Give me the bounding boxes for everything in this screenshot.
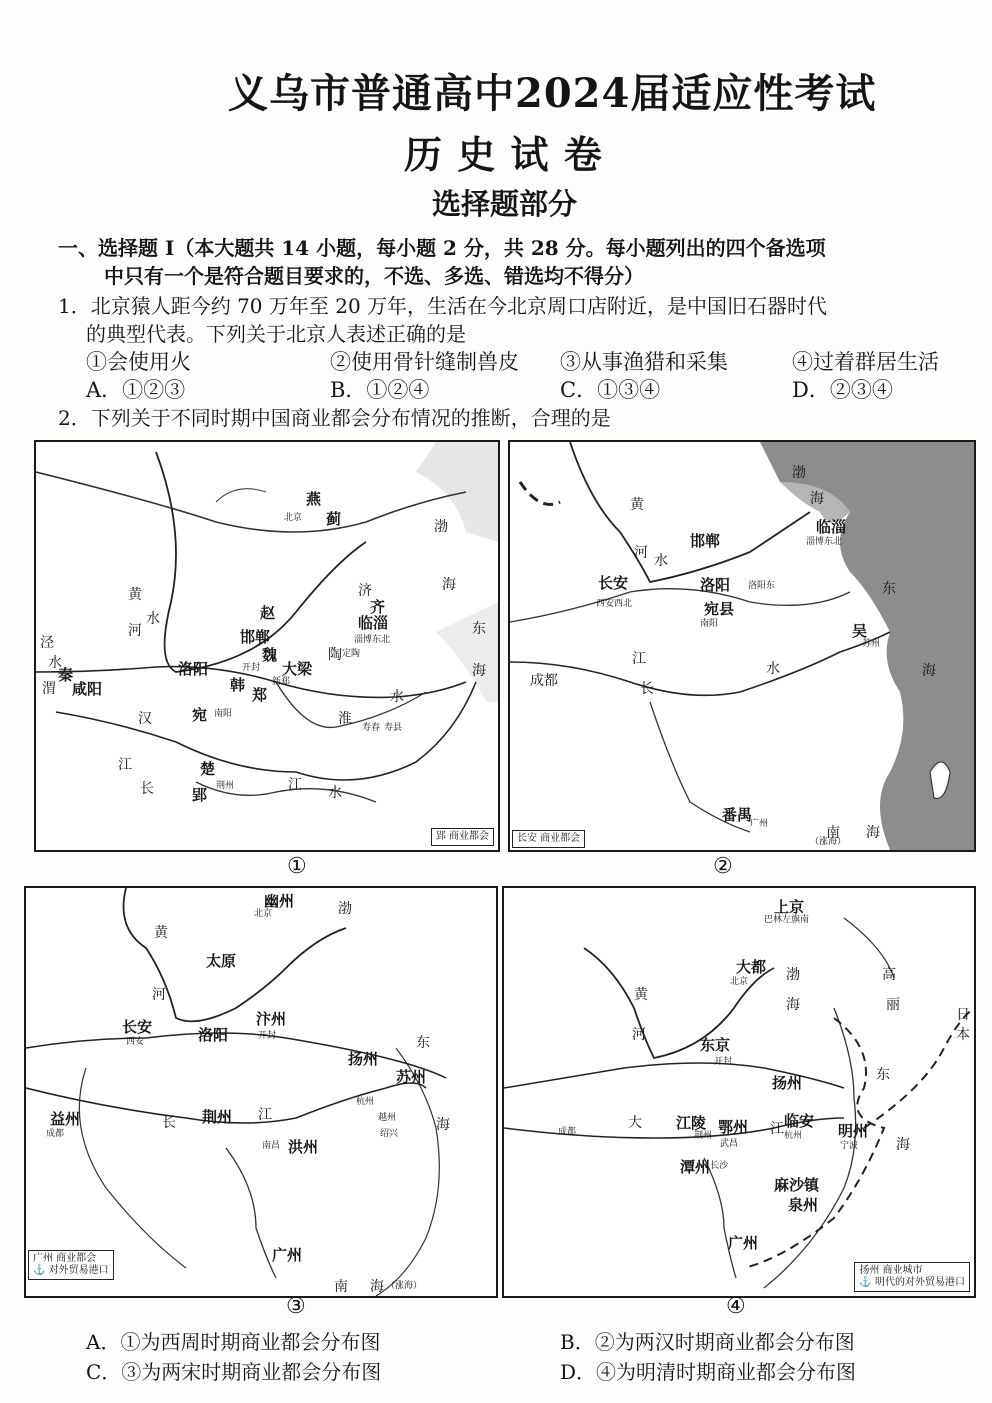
- q1-option-d[interactable]: D．②③④: [792, 378, 893, 402]
- q1-stem-line-2: 的典型代表。下列关于北京人表述正确的是: [86, 322, 466, 346]
- map1-label: 陶: [328, 647, 342, 663]
- map3-label: 越州: [378, 1113, 397, 1123]
- map3-label: 东: [416, 1035, 430, 1051]
- map4-label: 渤: [786, 967, 800, 983]
- map3-label: 渤: [338, 901, 352, 917]
- map1-label: 郑: [252, 686, 268, 704]
- map3-label: 幽州: [264, 892, 295, 910]
- map1-label: 寿春: [362, 723, 381, 733]
- map2-label: 长: [640, 681, 654, 697]
- map-4-song: [502, 886, 976, 1298]
- map-4-legend-city: 扬州 商业城市: [859, 1265, 923, 1276]
- map-2-geography: [510, 442, 974, 850]
- map2-label: 洛阳: [700, 576, 731, 594]
- map4-label: 麻沙镇: [774, 1176, 820, 1194]
- map2-label: 南阳: [700, 619, 719, 629]
- map3-label: 广州: [272, 1246, 303, 1264]
- map2-label: 水: [654, 553, 668, 569]
- map4-label: 临安: [784, 1112, 815, 1130]
- map-3-legend-port-label: 对外贸易港口: [48, 1265, 109, 1276]
- map3-label: 洛阳: [198, 1026, 229, 1044]
- map4-label: 明州: [838, 1122, 869, 1140]
- map4-label: 本: [956, 1027, 970, 1043]
- map4-label: 广州: [728, 1234, 759, 1252]
- map4-label: 杭州: [784, 1131, 803, 1141]
- map3-label: （涨海）: [386, 1281, 423, 1291]
- map1-label: 燕: [306, 490, 322, 508]
- q2-option-a[interactable]: A．①为西周时期商业都会分布图: [86, 1330, 381, 1354]
- map3-label: 长: [162, 1115, 176, 1131]
- q1-option-b[interactable]: B．①②④: [330, 378, 430, 402]
- map3-label: 荆州: [202, 1108, 233, 1126]
- map2-label: 渤: [792, 465, 806, 481]
- map1-label: 大梁: [282, 660, 313, 678]
- map2-label: 水: [766, 661, 780, 677]
- map3-label: 益州: [50, 1110, 81, 1128]
- map4-label: 大: [628, 1115, 642, 1131]
- map-4-legend-port: [859, 1277, 965, 1289]
- map4-label: 日: [956, 1007, 970, 1023]
- map1-label: 魏: [262, 646, 278, 664]
- map4-label: 宁波: [840, 1141, 859, 1151]
- map-3-legend-port: [33, 1265, 109, 1277]
- map1-label: 赵: [260, 604, 276, 622]
- map4-label: 海: [896, 1137, 910, 1153]
- map1-label: 长: [140, 781, 154, 797]
- map3-label: 南: [334, 1279, 348, 1295]
- map3-label: 扬州: [348, 1050, 379, 1068]
- map4-label: 北京: [730, 977, 749, 987]
- map-2-legend: 长安 商业都会: [512, 830, 585, 848]
- map2-label: 黄: [630, 497, 644, 513]
- map1-label: 洛阳: [178, 660, 209, 678]
- map-2-number: ②: [713, 854, 733, 879]
- map1-label: 汉: [138, 711, 152, 727]
- map-3-geography: [26, 888, 496, 1296]
- map2-label: 西安西北: [596, 599, 633, 609]
- map2-label: 洛阳东: [748, 581, 776, 591]
- map1-label: 定陶: [342, 649, 361, 659]
- instruction-line-2: 中只有一个是符合题目要求的，不选、多选、错选均不得分）: [104, 264, 644, 288]
- map2-label: 广州: [750, 819, 769, 829]
- map1-label: 水: [328, 785, 342, 801]
- map1-label: 水: [390, 689, 404, 705]
- map1-label: 蓟: [326, 510, 342, 528]
- map1-label: 泾: [40, 635, 54, 651]
- map4-label: 开封: [714, 1057, 733, 1067]
- map1-label: 新郑: [272, 677, 291, 687]
- map1-label: 临淄: [358, 614, 389, 632]
- q1-item-2: ②使用骨针缝制兽皮: [330, 350, 519, 374]
- map2-label: 海: [922, 663, 936, 679]
- q1-item-1: ①会使用火: [86, 350, 191, 374]
- map1-label: 寿县: [384, 723, 403, 733]
- q2-option-b[interactable]: B．②为两汉时期商业都会分布图: [560, 1330, 855, 1354]
- paper-subtitle: 历 史 试 卷: [404, 132, 603, 177]
- map1-label: 北京: [284, 513, 303, 523]
- map2-label: 吴: [852, 622, 868, 640]
- map4-label: 巴林左旗南: [764, 915, 810, 925]
- map3-label: 苏州: [396, 1068, 427, 1086]
- map4-label: 武昌: [720, 1139, 739, 1149]
- map1-label: 咸阳: [72, 680, 103, 698]
- map-4-number: ④: [726, 1294, 746, 1319]
- map3-label: 黄: [154, 925, 168, 941]
- map4-label: 上京: [774, 898, 805, 916]
- map3-label: 长安: [122, 1018, 153, 1036]
- map1-label: 淄博东北: [354, 635, 391, 645]
- map3-label: 开封: [258, 1031, 277, 1041]
- map2-label: 江: [632, 651, 646, 667]
- map1-label: 东: [472, 621, 486, 637]
- map4-label: 大都: [736, 958, 767, 976]
- map1-label: 秦: [58, 666, 74, 684]
- map3-label: 海: [370, 1279, 384, 1295]
- q1-stem-line-1: 1．北京猿人距今约 70 万年至 20 万年，生活在今北京周口店附近，是中国旧石器时代: [58, 294, 828, 318]
- q1-option-c[interactable]: C．①③④: [560, 378, 661, 402]
- map1-label: 江: [288, 777, 302, 793]
- map2-label: 南: [826, 825, 840, 841]
- map4-label: 荆州: [694, 1131, 713, 1141]
- map1-label: 海: [442, 577, 456, 593]
- map2-label: 邯郸: [690, 532, 721, 550]
- map3-label: 北京: [254, 909, 273, 919]
- map4-label: 高: [882, 967, 896, 983]
- map4-label: 江陵: [676, 1114, 707, 1132]
- map2-label: 海: [810, 491, 824, 507]
- map2-label: 淄博东北: [806, 537, 843, 547]
- map4-label: 江: [770, 1121, 784, 1137]
- section-heading: 选择题部分: [432, 187, 578, 221]
- map1-label: 宛: [192, 706, 208, 724]
- map2-label: 海: [866, 825, 880, 841]
- map1-label: 开封: [242, 663, 261, 673]
- map-3-legend: [28, 1250, 114, 1280]
- map2-label: 长安: [598, 574, 629, 592]
- map4-label: 长沙: [710, 1161, 729, 1171]
- map1-label: 郢: [192, 786, 208, 804]
- map1-label: 河: [128, 623, 142, 639]
- map4-label: 鄂州: [718, 1118, 749, 1136]
- map3-label: 南昌: [262, 1141, 281, 1151]
- map1-label: 淮: [338, 711, 352, 727]
- map3-label: 海: [436, 1117, 450, 1133]
- map-3-legend-city: 广州 商业都会: [33, 1253, 97, 1264]
- map1-label: 济: [358, 583, 372, 599]
- q2-option-c[interactable]: C．③为两宋时期商业都会分布图: [86, 1360, 382, 1384]
- map1-label: 江: [118, 757, 132, 773]
- map1-label: 齐: [370, 598, 386, 616]
- map1-label: 渤: [434, 519, 448, 535]
- map1-label: 黄: [128, 587, 142, 603]
- map1-label: 韩: [230, 676, 246, 694]
- map3-label: 江: [258, 1107, 272, 1123]
- map3-label: 汴州: [256, 1010, 287, 1028]
- map4-label: 丽: [886, 997, 900, 1013]
- map-2-han: [508, 440, 976, 852]
- map1-label: 渭: [42, 681, 56, 697]
- map-1-legend: 郢 商业都会: [431, 828, 494, 846]
- map4-label: 海: [786, 997, 800, 1013]
- map-3-number: ③: [286, 1294, 306, 1319]
- map2-label: 河: [634, 545, 648, 561]
- map1-label: 荆州: [216, 781, 235, 791]
- map2-label: 临淄: [816, 518, 847, 536]
- q2-option-d[interactable]: D．④为明清时期商业都会分布图: [560, 1360, 857, 1384]
- map1-label: 水: [48, 655, 62, 671]
- map3-label: 太原: [206, 952, 237, 970]
- map4-label: 扬州: [772, 1074, 803, 1092]
- map3-label: 成都: [46, 1129, 65, 1139]
- map2-label: 东: [882, 581, 896, 597]
- instruction-line-1: 一、选择题 I（本大题共 14 小题，每小题 2 分，共 28 分。每小题列出的四个备选项: [58, 236, 826, 260]
- map3-label: 绍兴: [380, 1129, 399, 1139]
- q1-option-a[interactable]: A．①②③: [86, 378, 186, 402]
- map-1-zhou: [34, 440, 500, 852]
- map-4-legend-port-label: 明代的对外贸易港口: [875, 1277, 965, 1288]
- map4-label: 黄: [634, 987, 648, 1003]
- map2-label: 番禺: [722, 806, 753, 824]
- map4-label: 潭州: [680, 1158, 711, 1176]
- anchor-icon: ⚓: [859, 1277, 872, 1288]
- map4-label: 东京: [700, 1036, 731, 1054]
- map-3-tang: [24, 886, 498, 1298]
- map3-label: 杭州: [356, 1097, 375, 1107]
- map1-label: 楚: [200, 760, 216, 778]
- map1-label: 海: [472, 663, 486, 679]
- map1-label: 邯郸: [240, 628, 271, 646]
- map4-label: 东: [876, 1067, 890, 1083]
- map2-label: 成都: [530, 673, 558, 689]
- map-4-legend: [854, 1262, 970, 1292]
- map3-label: 洪州: [288, 1138, 319, 1156]
- map1-label: 南阳: [214, 709, 233, 719]
- q1-item-3: ③从事渔猎和采集: [560, 350, 728, 374]
- exam-title: 义乌市普通高中2024届适应性考试: [228, 70, 877, 117]
- map4-label: 河: [632, 1027, 646, 1043]
- map3-label: 西安: [126, 1037, 145, 1047]
- map2-label: 苏州: [862, 639, 881, 649]
- q1-item-4: ④过着群居生活: [792, 350, 939, 374]
- q2-stem: 2．下列关于不同时期中国商业都会分布情况的推断，合理的是: [58, 406, 611, 430]
- map4-label: 成都: [558, 1127, 577, 1137]
- anchor-icon: ⚓: [33, 1265, 46, 1276]
- map4-label: 泉州: [788, 1196, 819, 1214]
- map3-label: 河: [152, 987, 166, 1003]
- map1-label: 水: [146, 611, 160, 627]
- map-1-number: ①: [287, 854, 307, 879]
- map2-label: 宛县: [704, 600, 735, 618]
- map2-label: （涨海）: [810, 837, 847, 847]
